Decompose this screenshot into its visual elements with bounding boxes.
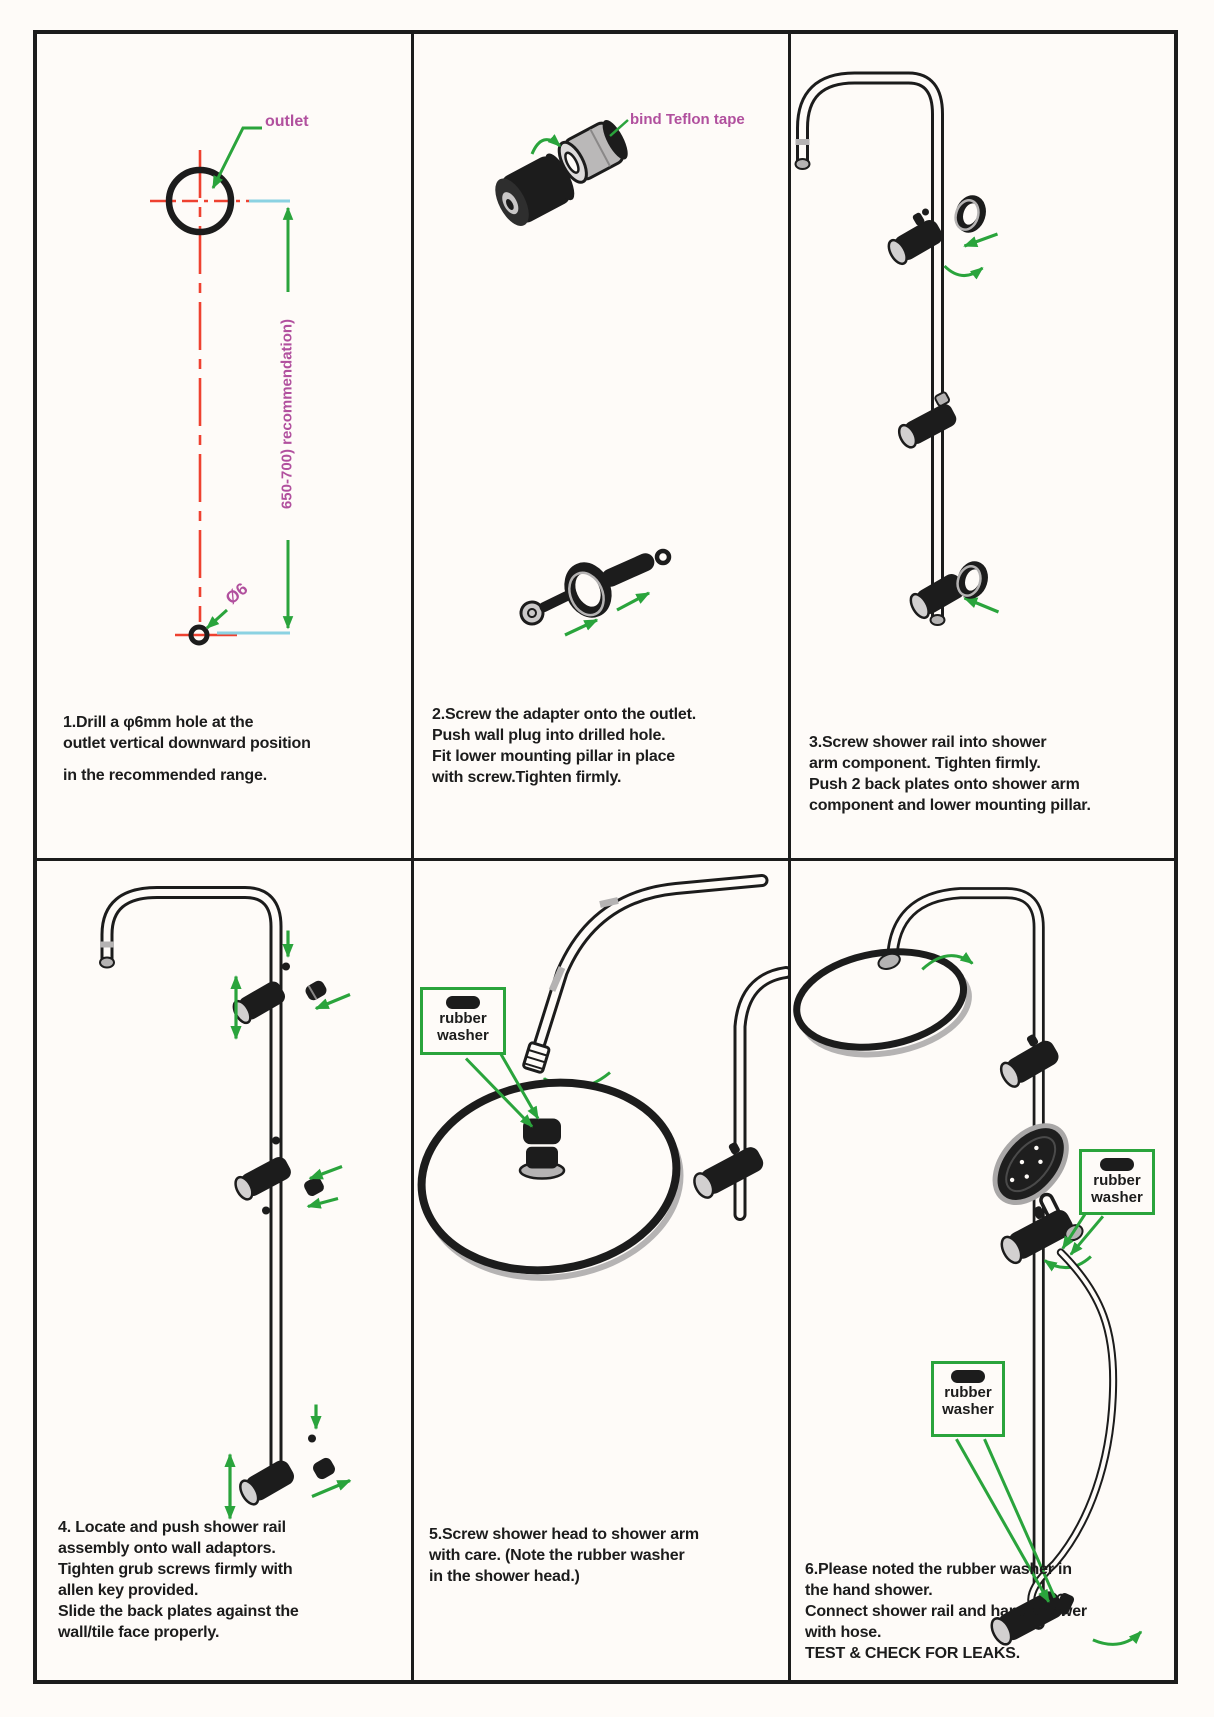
hand-shower — [981, 1112, 1081, 1216]
step3-caption — [809, 732, 1091, 816]
panel-step-1 — [37, 34, 414, 861]
dimension-arrows — [207, 128, 288, 628]
caption-line: 5.Screw shower head to shower arm — [429, 1526, 699, 1543]
caption-line: the hand shower. — [805, 1582, 933, 1599]
middle-slider-assembly — [232, 1137, 342, 1215]
arm-thread-tip — [100, 958, 114, 968]
shower-rail-outline — [803, 78, 938, 616]
washer-label-line: washer — [942, 1401, 994, 1418]
panel-step-6 — [791, 861, 1174, 1680]
caption-line: Connect shower rail and hand shower — [805, 1603, 1087, 1620]
caption-line: 2.Screw the adapter onto the outlet. — [432, 706, 696, 723]
wall-plug — [599, 550, 657, 589]
back-plate-upper — [952, 195, 986, 233]
washer-label-line: washer — [1091, 1189, 1143, 1206]
grub-screw-knob — [311, 1456, 337, 1482]
caption-line: with screw.Tighten firmly. — [432, 769, 622, 786]
caption-line: in the shower head.) — [429, 1568, 580, 1585]
rail-fragment — [740, 973, 786, 1215]
caption-line: Slide the back plates against the — [58, 1603, 299, 1620]
diameter-label: Ø6 — [221, 579, 252, 609]
shower-arm-pipe — [540, 881, 762, 1043]
panel-step-5 — [414, 861, 791, 1680]
caption-line: outlet vertical downward position — [63, 735, 311, 752]
caption-line: allen key provided. — [58, 1582, 199, 1599]
step6-caption — [805, 1559, 1087, 1664]
caption-line: 3.Screw shower rail into shower — [809, 734, 1047, 751]
caption-line: assembly onto wall adaptors. — [58, 1540, 276, 1557]
rubber-washer-callout — [420, 987, 506, 1055]
washer-label-line: rubber — [439, 1010, 487, 1027]
step5-caption — [429, 1524, 699, 1587]
rubber-washer-icon — [1100, 1158, 1134, 1171]
panel-step-3 — [791, 34, 1174, 861]
diameter-leader-line — [207, 610, 227, 628]
push-arrows — [965, 234, 999, 612]
rubber-washer-callout — [931, 1361, 1005, 1437]
arm-thread-tip — [796, 159, 810, 169]
panel-step-4 — [37, 861, 414, 1680]
step1-caption — [63, 712, 311, 786]
wall-bracket — [685, 1134, 766, 1200]
rail-bottom-tip — [931, 615, 945, 625]
washer-label-line: rubber — [1093, 1172, 1141, 1189]
caption-line: TEST & CHECK FOR LEAKS. — [805, 1645, 1020, 1662]
panel-step-2 — [414, 34, 791, 861]
centerlines — [150, 150, 251, 635]
teflon-tape-label: bind Teflon tape — [630, 111, 745, 128]
rubber-washer-icon — [446, 996, 480, 1009]
caption-line: 1.Drill a φ6mm hole at the — [63, 714, 254, 731]
rotate-arrow-icon — [1093, 1632, 1141, 1645]
top-adapter-assembly — [230, 931, 350, 1039]
caption-line: 4. Locate and push shower rail — [58, 1519, 286, 1536]
washer-label-line: washer — [437, 1027, 489, 1044]
caption-line: Push wall plug into drilled hole. — [432, 727, 666, 744]
outlet-label: outlet — [265, 113, 309, 130]
rotate-arrow-icon — [532, 140, 560, 154]
top-wall-bracket — [992, 1028, 1062, 1090]
dimension-label: 650-700) recommendation) — [278, 318, 296, 510]
rubber-washer-icon — [951, 1370, 985, 1383]
step6-full-assembly-drawing — [791, 861, 1174, 1680]
grub-screw-knob — [303, 979, 328, 1003]
rotate-arrow-icon — [945, 266, 983, 276]
slider-bracket — [891, 391, 961, 450]
pilot-hole — [657, 551, 669, 563]
caption-line: arm component. Tighten firmly. — [809, 755, 1041, 772]
caption-line: Push 2 back plates onto shower arm — [809, 776, 1080, 793]
caption-line: with care. (Note the rubber washer — [429, 1547, 685, 1564]
caption-line: with hose. — [805, 1624, 882, 1641]
caption-line: Tighten grub screws firmly with — [58, 1561, 293, 1578]
instruction-sheet — [33, 30, 1178, 1684]
caption-line: 6.Please noted the rubber washer in — [805, 1561, 1072, 1578]
washer-label-line: rubber — [944, 1384, 992, 1401]
rubber-washer-callout — [1079, 1149, 1155, 1215]
step2-caption — [432, 704, 696, 788]
caption-line: Fit lower mounting pillar in place — [432, 748, 675, 765]
caption-line: wall/tile face properly. — [58, 1624, 220, 1641]
arm-thread-tip — [523, 1042, 550, 1073]
shower-head — [414, 1066, 693, 1294]
bottom-adapter-assembly — [230, 1405, 350, 1519]
caption-line: in the recommended range. — [63, 767, 267, 784]
caption-line: component and lower mounting pillar. — [809, 797, 1091, 814]
step4-caption — [58, 1517, 299, 1643]
